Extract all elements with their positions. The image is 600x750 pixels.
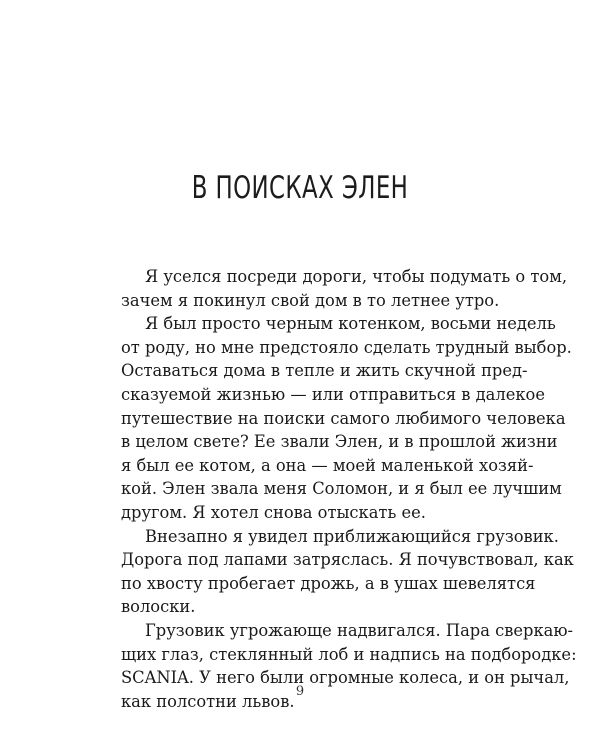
text-line: от роду, но мне предстояло сделать трудный выбор.: [121, 337, 572, 357]
text-line: сказуемой жизнью — или отправиться в далекое: [121, 384, 545, 404]
text-line: как полсотни львов.: [121, 691, 295, 711]
text-line: Оставаться дома в тепле и жить скучной пред-: [121, 361, 528, 381]
chapter-title: В ПОИСКАХ ЭЛЕН: [191, 170, 409, 206]
text-line: по хвосту пробегает дрожь, а в ушах шевелятся: [121, 573, 536, 593]
text-line: другом. Я хотел снова отыскать ее.: [121, 502, 426, 522]
text-line: в целом свете? Ее звали Элен, и в прошлой жизни: [121, 432, 558, 452]
text-line: кой. Элен звала меня Соломон, и я был ее лучшим: [121, 479, 562, 499]
text-line: я был ее котом, а она — моей маленькой хозяй-: [121, 455, 534, 475]
text-line: щих глаз, стеклянный лоб и надпись на подбородке:: [121, 644, 577, 664]
text-line: зачем я покинул свой дом в то летнее утро.: [121, 290, 500, 310]
text-line: Грузовик угрожающе надвигался. Пара сверкаю-: [145, 620, 574, 640]
text-line: SCANIA. У него были огромные колеса, и он рычал,: [121, 668, 570, 688]
page-number: 9: [295, 684, 305, 699]
text-line: Я был просто черным котенком, восьми недель: [145, 314, 556, 334]
body-text: [121, 265, 577, 713]
text-line: Внезапно я увидел приближающийся грузовик.: [145, 526, 559, 546]
text-line: Я уселся посреди дороги, чтобы подумать о том,: [145, 267, 568, 286]
text-line: путешествие на поиски самого любимого человека: [121, 408, 566, 428]
text-line: волоски.: [121, 597, 196, 617]
text-line: Дорога под лапами затряслась. Я почувствовал, как: [121, 550, 574, 570]
